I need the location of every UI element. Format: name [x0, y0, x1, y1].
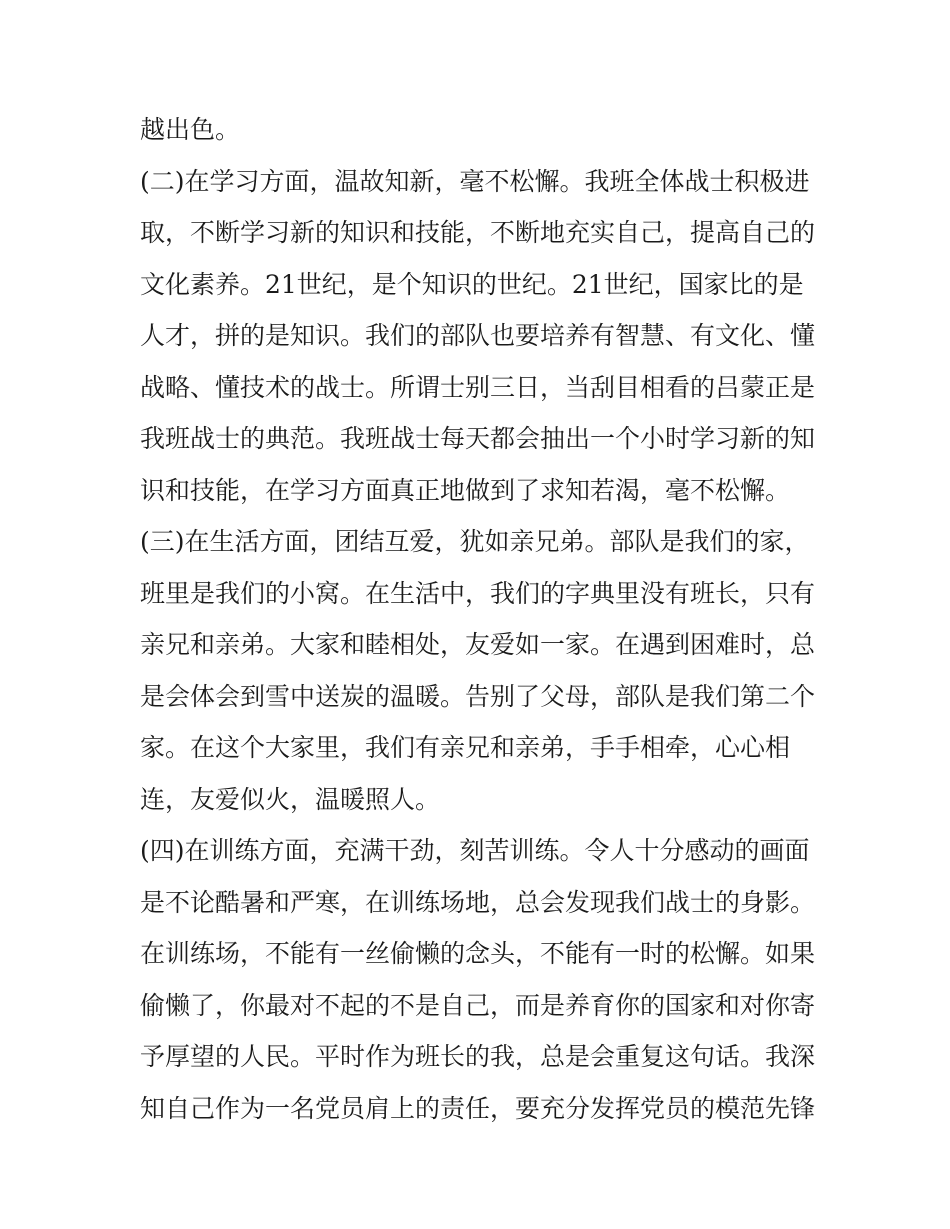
text-line: 是会体会到雪中送炭的温暖。告别了父母，部队是我们第二个 — [140, 681, 816, 711]
text-line: (三)在生活方面，团结互爱，犹如亲兄弟。部队是我们的家， — [140, 527, 810, 556]
text-line: 战略、懂技术的战士。所谓士别三日，当刮目相看的吕蒙正是 — [140, 372, 816, 402]
text-line: 亲兄和亲弟。大家和睦相处，友爱如一家。在遇到困难时，总 — [140, 630, 816, 659]
text-line: 连，友爱似火，温暖照人。 — [140, 784, 441, 814]
text-line: 人才，拼的是知识。我们的部队也要培养有智慧、有文化、懂 — [140, 321, 816, 350]
body-text — [140, 104, 820, 1134]
text-line: (二)在学习方面，温故知新，毫不松懈。我班全体战士积极进 — [140, 166, 810, 196]
text-line: 予厚望的人民。平时作为班长的我，总是会重复这句话。我深 — [140, 1042, 816, 1071]
text-line: 在训练场，不能有一丝偷懒的念头，不能有一时的松懈。如果 — [140, 939, 816, 968]
text-line: 文化素养。21世纪，是个知识的世纪。21世纪，国家比的是 — [140, 269, 804, 299]
text-line: 知自己作为一名党员肩上的责任，要充分发挥党员的模范先锋 — [140, 1093, 816, 1123]
text-line: 家。在这个大家里，我们有亲兄和亲弟，手手相牵，心心相 — [140, 733, 791, 762]
text-line: 我班战士的典范。我班战士每天都会抽出一个小时学习新的知 — [140, 424, 816, 453]
text-line: 越出色。 — [140, 115, 241, 144]
text-line: 是不论酷暑和严寒，在训练场地，总会发现我们战士的身影。 — [140, 887, 816, 917]
text-line: (四)在训练方面，充满干劲，刻苦训练。令人十分感动的画面 — [140, 836, 810, 865]
text-line: 取，不断学习新的知识和技能，不断地充实自己，提高自己的 — [140, 218, 816, 247]
text-line: 偷懒了，你最对不起的不是自己，而是养育你的国家和对你寄 — [140, 990, 816, 1020]
text-line: 班里是我们的小窝。在生活中，我们的字典里没有班长，只有 — [140, 578, 816, 608]
text-line: 识和技能，在学习方面真正地做到了求知若渴，毫不松懈。 — [140, 475, 791, 505]
